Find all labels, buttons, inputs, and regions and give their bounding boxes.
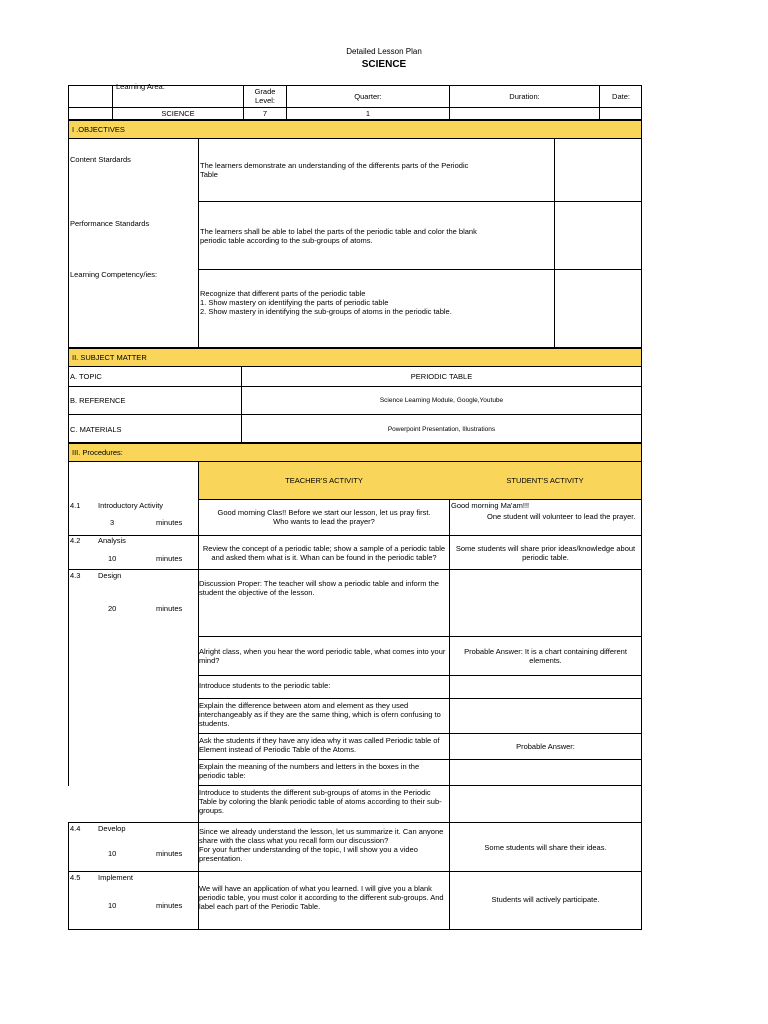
step-4-3-number: 4.3 [70,571,81,580]
reference-value: Science Learning Module, Google,Youtube [379,397,504,404]
duration-label: Duration: [509,92,540,101]
procedures-section-header [68,443,642,462]
doc-heading: Detailed Lesson Plan [346,47,422,56]
learning-competency-text: Recognize that different parts of the periodic table 1. Show mastery on identifying the parts of periodic table 2. Show mastery in identifying the sub-groups of atoms in the periodic table. [200,289,452,316]
procedures-section-title: III. Procedures: [72,448,123,457]
step-4-4-number: 4.4 [70,824,81,833]
implement-teacher-activity: We will have an application of what you learned. I will give you a blank periodic table, you must color it according to the different sub-groups. And label each part of the Periodic Table. [199,884,444,911]
grade-label: Grade Level: [254,87,276,105]
design-teacher-activity-5: Ask the students if they have any idea why it was called Periodic table of Element instead of Periodic Table of the Atoms. [199,736,440,754]
topic-label: A. TOPIC [70,372,102,381]
step-4-5-minutes-label: minutes [156,901,183,910]
objectives-section-header [68,120,642,139]
student-activity-title: STUDENT'S ACTIVITY [506,476,584,485]
step-4-1-number: 4.1 [70,501,81,510]
step-4-4-name: Develop [98,824,126,833]
subject-matter-section-title: II. SUBJECT MATTER [72,353,147,362]
step-4-3-minutes: 20 [108,604,117,613]
subject-matter-section-header [68,348,642,367]
design-student-activity-2: Probable Answer: It is a chart containing different elements. [464,647,627,665]
step-4-2-minutes: 10 [108,554,117,563]
design-teacher-activity-2: Alright class, when you hear the word periodic table, what comes into your mind? [199,647,446,665]
analysis-teacher-activity: Review the concept of a periodic table; show a sample of a periodic table and asked them what is it. Whan can be found in the periodic table? [202,544,446,562]
design-teacher-activity-4: Explain the difference between atom and element as they used interchangeably as if they are the same thing, which is ofern confusing to students. [199,701,441,728]
intro-student-greeting: Good morning Ma'am!!! [451,501,530,510]
teacher-activity-title: TEACHER'S ACTIVITY [285,476,363,485]
analysis-student-activity: Some students will share prior ideas/knowledge about periodic table. [455,544,636,562]
design-teacher-activity-6: Explain the meaning of the numbers and letters in the boxes in the periodic table: [199,762,420,780]
step-4-2-name: Analysis [98,536,126,545]
step-4-3-minutes-label: minutes [156,604,183,613]
learning-area-value: SCIENCE [161,109,195,118]
step-4-1-name: Introductory Activity [98,501,164,510]
develop-student-activity: Some students will share their ideas. [484,843,607,852]
intro-teacher-activity: Good morning Clas!! Before we start our lesson, let us pray first. Who wants to lead the prayer? [217,508,431,526]
step-4-2-number: 4.2 [70,536,81,545]
performance-standards-label: Performance Standards [70,219,150,228]
performance-standards-text: The learners shall be able to label the parts of the periodic table and color the blank periodic table according to the sub-groups of atoms. [200,227,477,245]
quarter-label: Quarter: [354,92,382,101]
design-student-activity-5: Probable Answer: [516,742,575,751]
doc-subject-title: SCIENCE [361,59,407,70]
materials-label: C. MATERIALS [70,424,122,434]
learning-competency-label: Learning Competency/ies: [70,270,158,279]
step-4-1-minutes: 3 [110,518,115,527]
design-teacher-activity-1: Discussion Proper: The teacher will show a periodic table and inform the student the objective of the lesson. [199,579,439,597]
step-4-5-minutes: 10 [108,901,117,910]
teacher-activity-header [198,462,450,500]
step-4-5-name: Implement [98,873,134,882]
content-standards-text: The learners demonstrate an understanding of the differents parts of the Periodic Table [200,161,469,179]
step-4-4-minutes-label: minutes [156,849,183,858]
grade-value: 7 [262,109,268,118]
reference-label: B. REFERENCE [70,396,126,405]
step-4-2-minutes-label: minutes [156,554,183,563]
design-teacher-activity-7: Introduce to students the different sub-groups of atoms in the Periodic Table by coloring the blank periodic table of atoms according to their sub- groups. [199,788,442,815]
student-activity-header [449,462,642,500]
learning-area-label: Learning Area: [116,82,165,91]
date-label: Date: [612,92,630,101]
step-4-4-minutes: 10 [108,849,117,858]
objectives-section-title: I .OBJECTIVES [72,125,125,134]
topic-value: PERIODIC TABLE [410,372,473,381]
step-4-1-minutes-label: minutes [156,518,183,527]
content-standards-label: Content Stardards [70,155,131,164]
intro-student-activity: One student will volunteer to lead the prayer. [487,512,636,521]
develop-teacher-activity: Since we already understand the lesson, let us summarize it. Can anyone share with the class what you recall form our discussion? For your further understanding of the topic, I will show you a video presentation. [199,827,444,863]
implement-student-activity: Students will actively participate. [491,895,600,904]
step-4-3-name: Design [98,571,122,580]
quarter-value: 1 [365,109,371,118]
design-teacher-activity-3: Introduce students to the periodic table: [199,681,331,690]
step-4-5-number: 4.5 [70,873,81,882]
materials-value: Powerpoint Presentation, Illustrations [387,425,496,433]
